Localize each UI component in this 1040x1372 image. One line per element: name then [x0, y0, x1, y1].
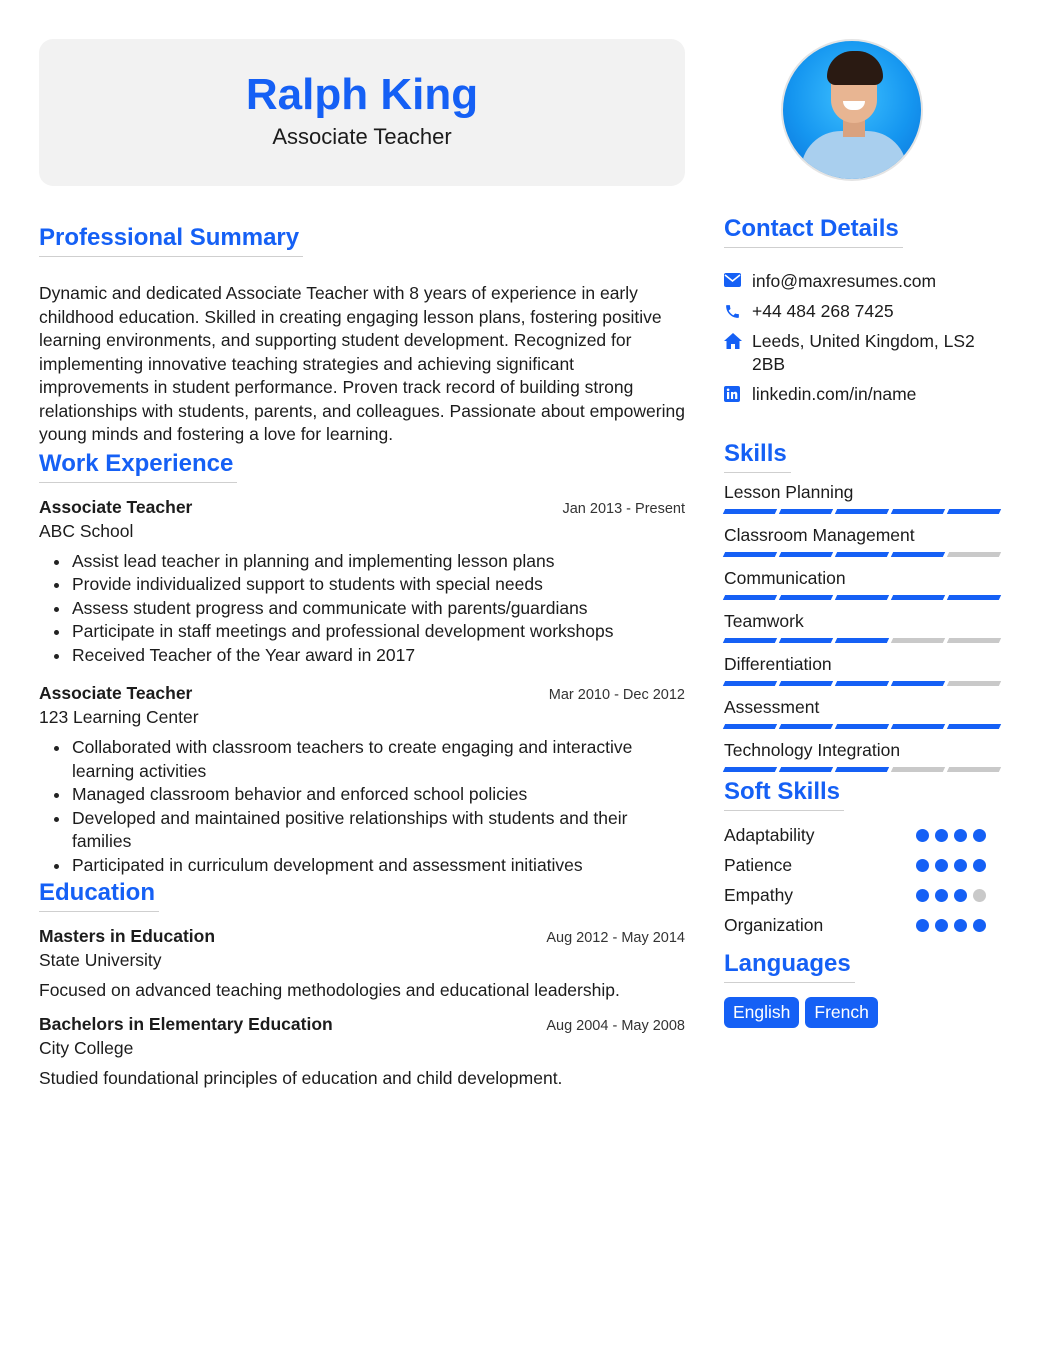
- skill-item: [724, 481, 1002, 514]
- skill-level-segment: [723, 595, 777, 600]
- job-organization: ABC School: [39, 520, 134, 541]
- job-bullets: [39, 736, 685, 877]
- profile-photo: [781, 39, 923, 181]
- skill-name: Technology Integration: [724, 740, 901, 760]
- soft-skill-rating: [916, 859, 1002, 872]
- experience-heading: Work Experience: [39, 450, 237, 483]
- sidebar-column: [724, 39, 1002, 1028]
- soft-skills-heading: Soft Skills: [724, 778, 844, 811]
- rating-dot: [935, 829, 948, 842]
- contact-linkedin[interactable]: [724, 383, 1002, 406]
- skill-level-segment: [947, 595, 1001, 600]
- contact-email[interactable]: [724, 270, 1002, 293]
- skill-level-segment: [891, 767, 945, 772]
- skill-level-segment: [947, 509, 1001, 514]
- contact-heading: Contact Details: [724, 215, 903, 248]
- skill-name: Lesson Planning: [724, 482, 854, 502]
- education-entry: [39, 926, 685, 1001]
- home-icon: [724, 330, 752, 376]
- job-bullets: [39, 550, 685, 668]
- skill-item: [724, 696, 1002, 729]
- rating-dot: [954, 919, 967, 932]
- skills-heading: Skills: [724, 440, 791, 473]
- education-date: Aug 2012 - May 2014: [546, 930, 685, 946]
- skill-level-bar: [724, 552, 1002, 557]
- skill-level-segment: [723, 552, 777, 557]
- rating-dot: [935, 919, 948, 932]
- soft-skills-list: [724, 820, 1002, 940]
- skill-level-segment: [723, 767, 777, 772]
- skill-level-segment: [779, 595, 833, 600]
- rating-dot: [954, 889, 967, 902]
- skill-name: Differentiation: [724, 654, 832, 674]
- skill-name: Classroom Management: [724, 525, 915, 545]
- skill-level-segment: [891, 509, 945, 514]
- rating-dot: [916, 829, 929, 842]
- list-item: Collaborated with classroom teachers to create engaging and interactive learning activities: [39, 736, 685, 783]
- rating-dot: [954, 859, 967, 872]
- skill-level-segment: [835, 724, 889, 729]
- job-entry: [39, 683, 685, 877]
- list-item: Developed and maintained positive relationships with students and their families: [39, 807, 685, 854]
- address-text: Leeds, United Kingdom, LS2 2BB: [752, 331, 975, 374]
- soft-skill-name: Organization: [724, 914, 824, 935]
- contact-address: [724, 330, 1002, 376]
- skill-level-segment: [835, 552, 889, 557]
- skill-level-segment: [835, 767, 889, 772]
- rating-dot: [916, 859, 929, 872]
- soft-skill-item: [724, 880, 1002, 910]
- skill-level-bar: [724, 595, 1002, 600]
- skill-item: [724, 610, 1002, 643]
- summary-text: Dynamic and dedicated Associate Teacher with 8 years of experience in early childhood education. Skilled in creating engaging lesson plans, fostering positive learning environments, and supporting student development. Recognized for implementing innovative teaching strategies and achieving significant improvements in student performance. Proven track record of building strong relationships with students, parents, and colleagues. Passionate about empowering young minds and fostering a love for learning.: [39, 283, 685, 444]
- header-banner: [39, 39, 685, 186]
- soft-skill-item: [724, 850, 1002, 880]
- rating-dot: [935, 889, 948, 902]
- candidate-name: Ralph King: [245, 70, 479, 119]
- school-name: State University: [39, 950, 162, 970]
- skill-level-segment: [723, 681, 777, 686]
- skill-level-bar: [724, 767, 1002, 772]
- job-date: Mar 2010 - Dec 2012: [548, 687, 685, 703]
- skill-level-segment: [835, 595, 889, 600]
- phone-text: +44 484 268 7425: [752, 301, 894, 321]
- list-item: Received Teacher of the Year award in 2017: [39, 644, 685, 668]
- skill-name: Assessment: [724, 697, 820, 717]
- skills-section: [724, 440, 1002, 772]
- contact-section: [724, 215, 1002, 406]
- main-column: [39, 39, 685, 1089]
- soft-skill-rating: [916, 889, 1002, 902]
- skill-name: Teamwork: [724, 611, 804, 631]
- skill-level-segment: [779, 767, 833, 772]
- list-item: Participated in curriculum development and assessment initiatives: [39, 854, 685, 878]
- skill-level-segment: [835, 638, 889, 643]
- skill-level-segment: [723, 638, 777, 643]
- skill-level-segment: [947, 681, 1001, 686]
- skill-level-segment: [723, 724, 777, 729]
- skill-level-segment: [779, 552, 833, 557]
- skill-item: [724, 567, 1002, 600]
- skill-level-segment: [835, 509, 889, 514]
- education-entry: [39, 1014, 685, 1089]
- summary-heading: Professional Summary: [39, 224, 303, 257]
- skill-item: [724, 739, 1002, 772]
- skill-level-segment: [947, 552, 1001, 557]
- soft-skill-name: Patience: [724, 854, 793, 875]
- skill-level-segment: [947, 724, 1001, 729]
- soft-skill-name: Adaptability: [724, 824, 815, 845]
- skill-item: [724, 653, 1002, 686]
- soft-skill-item: [724, 820, 1002, 850]
- education-section: [39, 879, 685, 1089]
- skill-level-segment: [891, 681, 945, 686]
- skill-level-segment: [779, 638, 833, 643]
- education-date: Aug 2004 - May 2008: [546, 1018, 685, 1034]
- education-heading: Education: [39, 879, 159, 912]
- skill-name: Communication: [724, 568, 846, 588]
- soft-skill-rating: [916, 829, 1002, 842]
- skill-item: [724, 524, 1002, 557]
- school-name: City College: [39, 1038, 134, 1058]
- rating-dot: [916, 919, 929, 932]
- skill-level-segment: [891, 638, 945, 643]
- list-item: Assist lead teacher in planning and implementing lesson plans: [39, 550, 685, 574]
- rating-dot: [973, 859, 986, 872]
- list-item: Assess student progress and communicate with parents/guardians: [39, 597, 685, 621]
- education-description: Studied foundational principles of education and child development.: [39, 1068, 563, 1088]
- skill-level-segment: [891, 595, 945, 600]
- skill-level-segment: [947, 638, 1001, 643]
- skill-level-segment: [779, 681, 833, 686]
- language-badge: French: [805, 997, 877, 1028]
- rating-dot: [954, 829, 967, 842]
- degree-title: Masters in Education: [39, 926, 216, 946]
- summary-section: [39, 224, 685, 447]
- soft-skill-name: Empathy: [724, 884, 794, 905]
- phone-icon: [724, 300, 752, 323]
- skill-level-bar: [724, 724, 1002, 729]
- contact-phone[interactable]: [724, 300, 1002, 323]
- job-organization: 123 Learning Center: [39, 707, 199, 727]
- skill-level-bar: [724, 509, 1002, 514]
- job-date: Jan 2013 - Present: [562, 500, 685, 517]
- language-badge: English: [724, 997, 799, 1028]
- skill-level-segment: [779, 724, 833, 729]
- skill-level-bar: [724, 681, 1002, 686]
- skills-list: [724, 481, 1002, 772]
- rating-dot: [973, 829, 986, 842]
- experience-section: [39, 450, 685, 878]
- skill-level-segment: [779, 509, 833, 514]
- skill-level-segment: [723, 509, 777, 514]
- skill-level-segment: [835, 681, 889, 686]
- skill-level-bar: [724, 638, 1002, 643]
- job-entry: [39, 497, 685, 668]
- soft-skills-section: [724, 778, 1002, 940]
- rating-dot: [973, 889, 986, 902]
- skill-level-segment: [947, 767, 1001, 772]
- rating-dot: [973, 919, 986, 932]
- job-title: Associate Teacher: [39, 496, 193, 517]
- list-item: Managed classroom behavior and enforced school policies: [39, 783, 685, 807]
- rating-dot: [916, 889, 929, 902]
- candidate-title: Associate Teacher: [272, 123, 452, 149]
- skill-level-segment: [891, 724, 945, 729]
- skill-level-segment: [891, 552, 945, 557]
- degree-title: Bachelors in Elementary Education: [39, 1014, 333, 1034]
- languages-heading: Languages: [724, 950, 855, 983]
- job-title: Associate Teacher: [39, 683, 193, 703]
- languages-list: [724, 997, 1002, 1028]
- email-text: info@maxresumes.com: [752, 271, 937, 291]
- rating-dot: [935, 859, 948, 872]
- envelope-icon: [724, 270, 752, 293]
- soft-skill-rating: [916, 919, 1002, 932]
- list-item: Participate in staff meetings and professional development workshops: [39, 620, 685, 644]
- list-item: Provide individualized support to students with special needs: [39, 573, 685, 597]
- soft-skill-item: [724, 910, 1002, 940]
- linkedin-text: linkedin.com/in/name: [752, 384, 917, 404]
- linkedin-icon: [724, 383, 752, 406]
- education-description: Focused on advanced teaching methodologies and educational leadership.: [39, 980, 620, 1000]
- languages-section: [724, 950, 1002, 1028]
